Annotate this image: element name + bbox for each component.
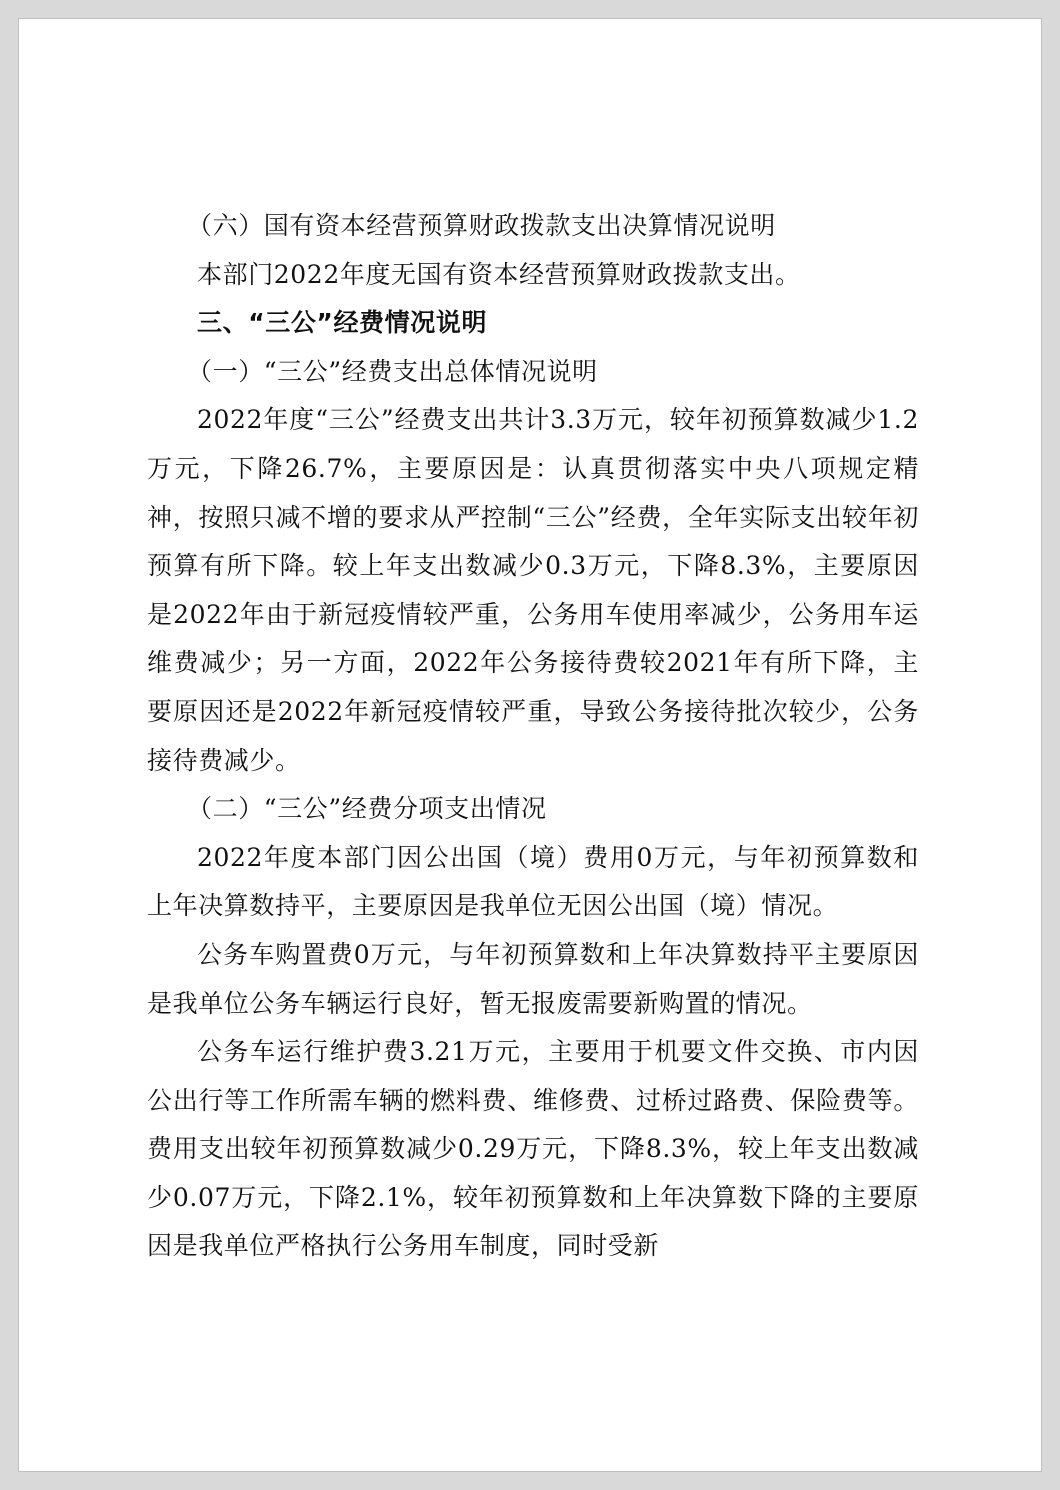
paragraph-overseas-travel: 2022年度本部门因公出国（境）费用0万元，与年初预算数和上年决算数持平，主要原因是我单位无因公出国（境）情况。 [147,842,919,921]
subsection-heading-itemized: （二）“三公”经费分项支出情况 [187,794,547,824]
document-body [147,202,919,1271]
paragraph-vehicle-purchase: 公务车购置费0万元，与年初预算数和上年决算数持平主要原因是我单位公务车辆运行良好，暂无报废需要新购置的情况。 [147,939,919,1018]
section-heading-state-capital: （六）国有资本经营预算财政拨款支出决算情况说明 [187,211,776,240]
section-heading-three-public: 三、“三公”经费情况说明 [197,308,488,338]
subsection-heading-overall: （一）“三公”经费支出总体情况说明 [187,356,598,386]
paragraph-vehicle-maintenance: 公务车运行维护费3.21万元，主要用于机要文件交换、市内因公出行等工作所需车辆的燃料费、维修费、过桥过路费、保险费等。费用支出较年初预算数减少0.29万元，下降8.3%，较上年支出数减少0.07万元，下降2.1%，较年初预算数和上年决算数下降的主要原因是我单位严格执行公务用车制度，同时受新 [147,1037,919,1261]
paragraph-state-capital: 本部门2022年度无国有资本经营预算财政拨款支出。 [197,259,801,289]
paragraph-overall: 2022年度“三公”经费支出共计3.3万元，较年初预算数减少1.2万元，下降26.7%，主要原因是：认真贯彻落实中央八项规定精神，按照只减不增的要求从严控制“三公”经费，全年实际支出较年初预算有所下降。较上年支出数减少0.3万元，下降8.3%，主要原因是2022年由于新冠疫情较严重，公务用车使用率减少，公务用车运维费减少；另一方面，2022年公务接待费较2021年有所下降，主要原因还是2022年新冠疫情较严重，导致公务接待批次较少，公务接待费减少。 [147,405,919,775]
document-page [18,18,1042,1472]
